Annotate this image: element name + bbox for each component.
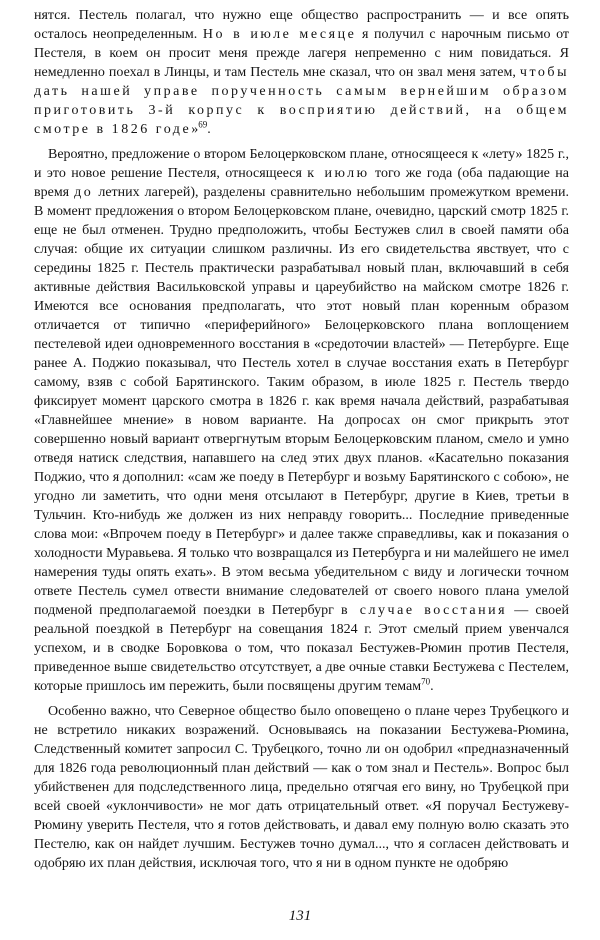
footnote-ref: 69 (198, 119, 208, 130)
page-number: 131 (288, 908, 312, 924)
text-run: — своей реальной поездкой в Петербург на совещания 1824 г. Этот смелый прием увенчался успехом, и в сводке Боровкова о том, что показал Бестужев-Рюмин против Пестеля, приведенное выше свидетельство отсутствует, а две очные ставки Бестужева с Пестелем, которые пришлось им пережить, были посвящены другим темам (34, 603, 570, 694)
spaced-emphasis: чтобы дать нашей управе порученность самым вернейшим образом приготовить 3-й корпус к восприятию действий, на общем смотре в 1826 годе (34, 65, 569, 137)
spaced-emphasis: Но в июле месяце (202, 27, 357, 42)
paragraph-2 (34, 145, 569, 696)
spaced-emphasis: до (74, 185, 94, 200)
text-run: Особенно важно, что Северное общество было оповещено о плане через Трубецкого и не встретило никаких возражений. Основываясь на показании Бестужева-Рюмина, Следственный комитет запросил С. Трубецкого, точно ли он одобрил «предназначенный для 1826 года революционный план действий — как о том знал и Пестель». Вопрос был убийственен для подследственного лица, предельно отягчая его вину, но Трубецкой при всей своей «уклончивости» не мог дать отрицательный ответ. «Я поручал Бестужеву-Рюмину уверить Пестеля, что я готов действовать, и давал ему полную волю сказать это Пестелю, как он найдет лучшим. Бестужев точно думал..., что я согласен действовать и одобряю их план действия, исключая того, что я ни в одном пункте не одобряю (34, 704, 569, 871)
footnote-ref: 70 (421, 676, 431, 687)
page-text (34, 6, 569, 873)
text-run: . (207, 122, 211, 137)
paragraph-3 (34, 702, 569, 873)
text-run: . (430, 679, 434, 694)
text-run: нятся. Пестель полагал, что нужно еще общество распространить — и все опять осталось неопределенным. (34, 8, 569, 42)
paragraph-1 (34, 6, 569, 139)
text-run: » (191, 122, 199, 137)
spaced-emphasis: в случае восстания (340, 603, 508, 618)
text-run: того же года (оба падающие на время (34, 166, 569, 200)
text-run: Вероятно, предложение о втором Белоцерковском плане, относящееся к «лету» 1825 г., и это новое решение Пестеля, относящееся (34, 147, 569, 181)
spaced-emphasis: к июлю (307, 166, 370, 181)
text-run: я получил с нарочным письмо от Пестеля, в коем он просит меня прежде лагеря непременно с ним повидаться. Я немедленно поехал в Линцы, и там Пестель мне сказал, что он звал меня затем, (34, 27, 570, 80)
text-run: летних лагерей), разделены сравнительно небольшим промежутком времени. В момент предложения о втором Белоцерковском плане, очевидно, царский смотр 1825 г. еще не был отменен. Трудно предположить, чтобы Бестужев слил в своей памяти оба случая: общие их ситуации слишком различны. Из его свидетельства явствует, что с середины 1825 г. Пестель практически разрабатывал новый план, включавший в себя активные действия Васильковской управы и цареубийство на майском смотре 1826 г. Имеются все основания предполагать, что этот новый план коренным образом отличается от типично «периферийного» Белоцерковского плана воплощением пестелевой идеи одновременного восстания в «средоточии властей» — Петербурге. Еще ранее А. Поджио показывал, что Пестель хотел в случае восстания ехать в Петербург самому, взяв с собой Барятинского. Таким образом, в июле 1825 г. Пестель твердо фиксирует момент царского смотра в 1826 г. как время начала действий, разрабатывая «Главнейшее мнение» в новом варианте. На допросах он смог прикрыть этот совершенно новый вариант отвергнутым вторым Белоцерковским планом, смело и умно отведя натиск следствия, напавшего на след этих двух планов. «Касательно показания Поджио, что я дополнил: «сам же поеду в Петербург и возьму Барятинского с собою», не угодно ли заметить, что одни меня отсылают в Петербург, другие в Киев, третьи в Тульчин. Кто-нибудь же должен из них неправду говорить... Последние приведенные слова мои: «Впрочем поеду в Петербург» и далее также справедливы, как и показания о холодности Муравьева. Я только что возвращался из Петербурга и ни малейшего не имел намерения туды опять ехать». В этом весьма убедительном с виду и логически точном ответе Пестель сумел отвести внимание следователей от своего нового плана умелой подменой предполагаемой поездки в Петербург (34, 185, 569, 618)
